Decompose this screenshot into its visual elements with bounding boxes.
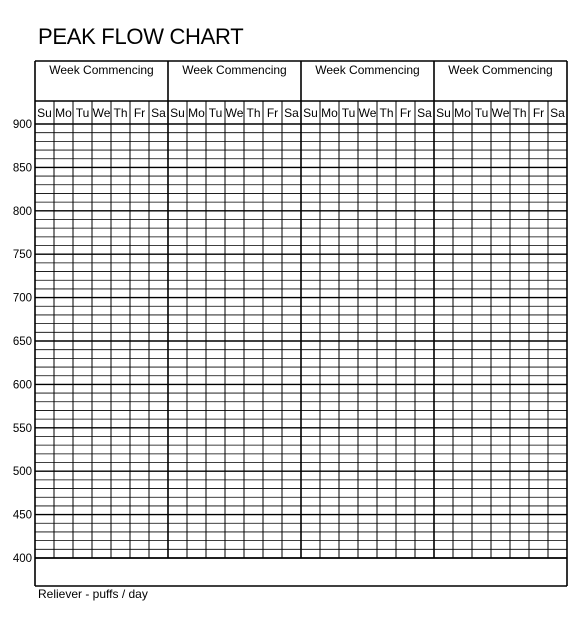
y-axis-label: 500: [12, 466, 32, 479]
y-axis-label: 700: [12, 292, 32, 305]
y-axis-label: 800: [12, 205, 32, 218]
day-label: Sa: [151, 106, 166, 120]
day-label: Su: [170, 106, 185, 120]
day-label: Tu: [208, 106, 223, 120]
day-label: Sa: [550, 106, 565, 120]
week-commencing-header: Week Commencing: [182, 63, 287, 77]
y-axis-label: 600: [12, 379, 32, 392]
page-title: PEAK FLOW CHART: [38, 24, 244, 49]
day-label: Sa: [284, 106, 299, 120]
day-label: We: [491, 106, 510, 120]
day-label: Tu: [474, 106, 489, 120]
y-axis-label: 850: [12, 162, 32, 175]
day-label: Mo: [454, 106, 471, 120]
day-label: Mo: [321, 106, 338, 120]
day-label: Sa: [417, 106, 432, 120]
day-label: Su: [37, 106, 52, 120]
day-label: Tu: [75, 106, 90, 120]
week-commencing-header: Week Commencing: [49, 63, 154, 77]
y-axis-label: 550: [12, 422, 32, 435]
y-axis-label: 900: [12, 119, 32, 131]
day-label: Fr: [133, 106, 146, 120]
day-label: Su: [303, 106, 318, 120]
day-label: Su: [436, 106, 451, 120]
week-commencing-header: Week Commencing: [315, 63, 420, 77]
reliever-label: Reliever - puffs / day: [38, 587, 148, 601]
week-commencing-header: Week Commencing: [448, 63, 553, 77]
day-label: Th: [512, 106, 527, 120]
y-axis-label: 750: [12, 249, 32, 262]
day-label: Mo: [55, 106, 72, 120]
day-label: Th: [379, 106, 394, 120]
day-label: Fr: [266, 106, 279, 120]
day-label: We: [225, 106, 244, 120]
y-axis-label: 450: [12, 509, 32, 522]
day-label: Mo: [188, 106, 205, 120]
y-axis-label: 400: [12, 553, 32, 565]
y-axis-label: 650: [12, 336, 32, 348]
day-label: Fr: [532, 106, 545, 120]
day-label: We: [92, 106, 111, 120]
day-label: Fr: [399, 106, 412, 120]
day-label: We: [358, 106, 377, 120]
day-label: Tu: [341, 106, 356, 120]
day-label: Th: [113, 106, 128, 120]
day-label: Th: [246, 106, 261, 120]
